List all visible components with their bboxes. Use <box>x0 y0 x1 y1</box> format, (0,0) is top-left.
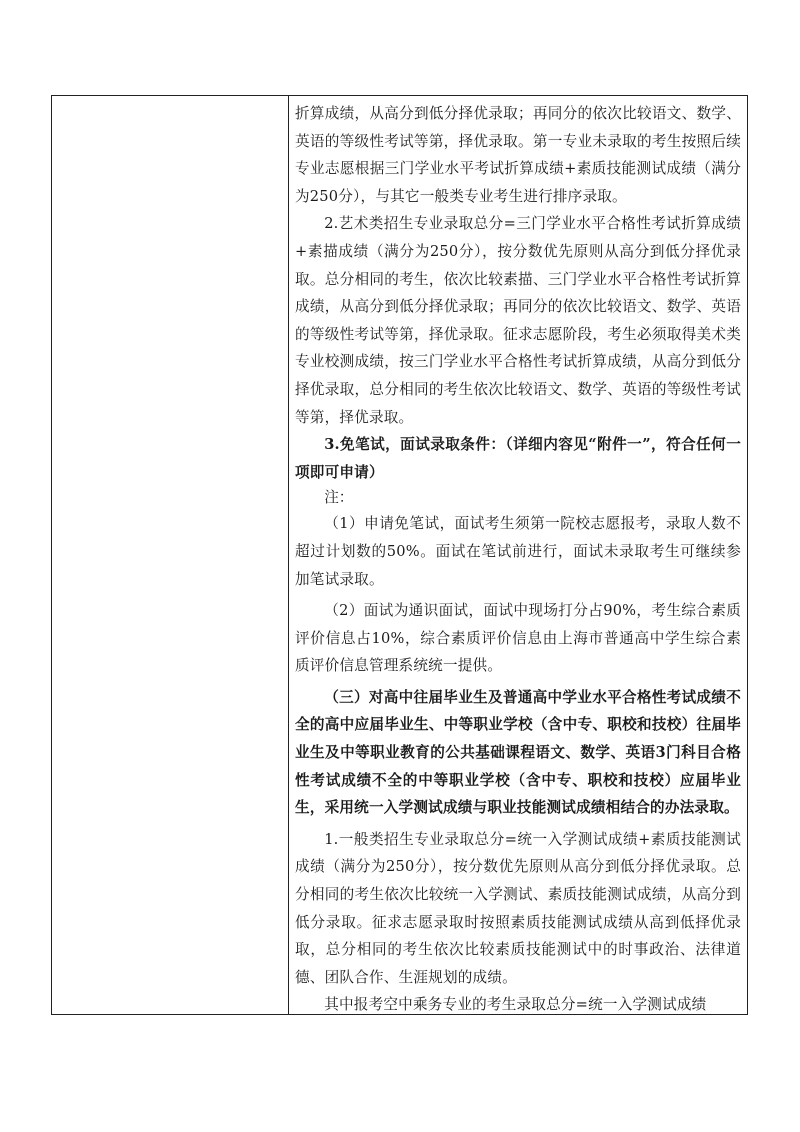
paragraph-general-admission: 1.一般类招生专业录取总分=统一入学测试成绩+素质技能测试成绩（满分为250分），按分数优先原则从高分到低分择优录取。总分相同的考生依次比较统一入学测试、素质技能测试成绩，从高分到低分录取。征求志愿录取时按照素质技能测试成绩从高到低择优录取，总分相同的考生依次比较素质技能测试中的时事政治、法律道德、团队合作、生涯规划的成绩。 <box>295 830 741 986</box>
paragraph-continuation: 折算成绩，从高分到低分择优录取；再同分的依次比较语文、数学、英语的等级性考试等第，择优录取。第一专业未录取的考生按照后续专业志愿根据三门学业水平考试折算成绩+素质技能测试成绩（满分为250分），与其它一般类专业考生进行排序录取。 <box>295 105 741 205</box>
note-label: 注： <box>324 489 354 507</box>
table-right-cell <box>289 96 747 1014</box>
section-heading-3: （三）对高中往届毕业生及普通高中学业水平合格性考试成绩不全的高中应届毕业生、中等职业学校（含中专、职校和技校）往届毕业生及中等职业教育的公共基础课程语文、数学、英语3门科目合格性考试成绩不全的中等职业学校（含中专、职校和技校）应届毕业生，采用统一入学测试成绩与职业技能测试成绩相结合的办法录取。 <box>295 688 741 817</box>
paragraph-interview-conditions: 3.免笔试，面试录取条件：（详细内容见“附件一”，符合任何一项即可申请） <box>295 436 741 481</box>
paragraph-flight-attendant: 其中报考空中乘务专业的考生录取总分=统一入学测试成绩 <box>324 996 707 1014</box>
note-item-1: （1）申请免笔试，面试考生须第一院校志愿报考，录取人数不超过计划数的50%。面试在笔试前进行，面试未录取考生可继续参加笔试录取。 <box>295 515 741 588</box>
paragraph-art-admission: 2.艺术类招生专业录取总分=三门学业水平合格性考试折算成绩+素描成绩（满分为250分），按分数优先原则从高分到低分择优录取。总分相同的考生，依次比较素描、三门学业水平合格性考试折算成绩，从高分到低分择优录取；再同分的依次比较语文、数学、英语的等级性考试等第，择优录取。征求志愿阶段，考生必须取得美术类专业校测成绩，按三门学业水平合格性考试折算成绩，从高分到低分择优录取，总分相同的考生依次比较语文、数学、英语的等级性考试等第，择优录取。 <box>295 215 741 426</box>
table-left-cell <box>52 96 289 1014</box>
note-item-2: （2）面试为通识面试，面试中现场打分占90%，考生综合素质评价信息占10%，综合素质评价信息由上海市普通高中学生综合素质评价信息管理系统统一提供。 <box>295 602 741 675</box>
document-table <box>51 95 748 1015</box>
